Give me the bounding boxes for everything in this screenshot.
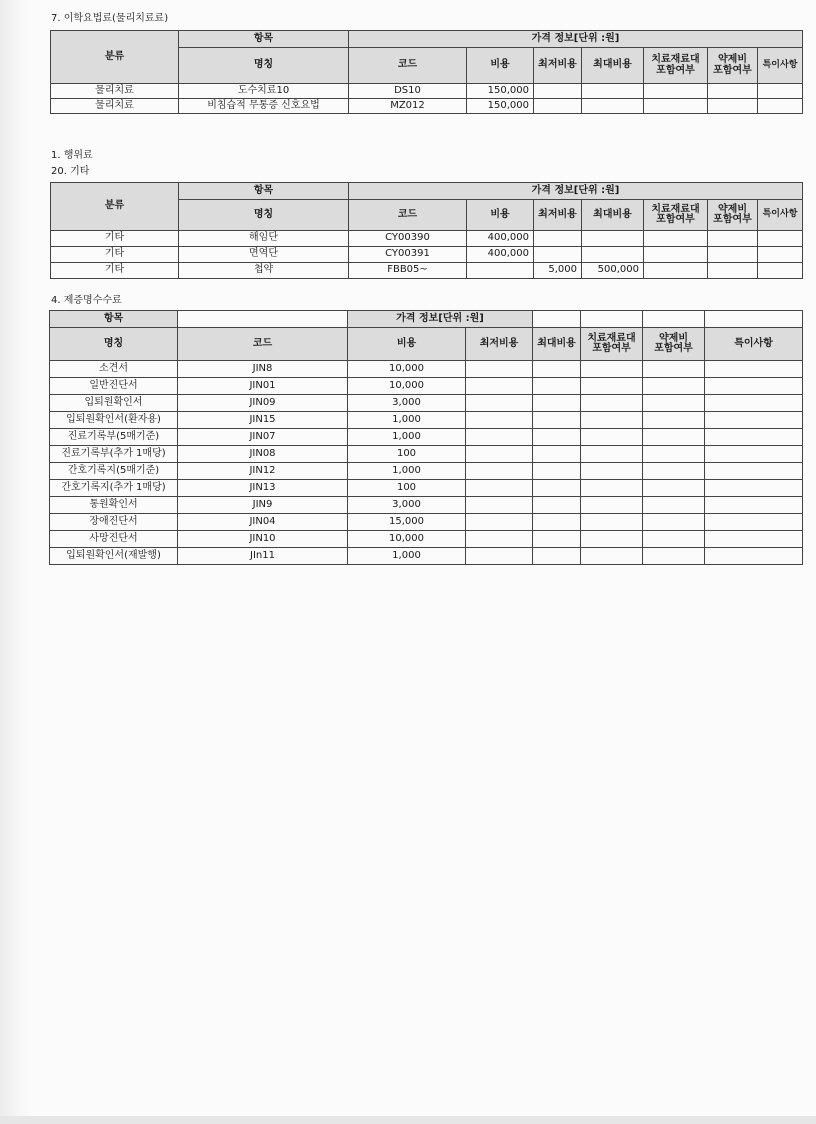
cell-max: [533, 480, 581, 497]
cell-code: CY00391: [349, 247, 467, 263]
cell-max: [533, 497, 581, 514]
cell-material: [581, 514, 643, 531]
header-notes: 특이사항: [705, 328, 803, 361]
header-min-cost: 최저비용: [534, 48, 582, 84]
header-material-l1: 치료재료대: [651, 203, 700, 215]
cell-drug: [643, 361, 705, 378]
header-code: 코드: [349, 200, 467, 231]
header-spacer: [533, 311, 581, 328]
header-name: 명칭: [50, 328, 178, 361]
table-row: [50, 514, 803, 531]
cell-drug: [643, 429, 705, 446]
table-row: [50, 480, 803, 497]
header-item: 항목: [179, 31, 349, 48]
cell-code: JIN12: [178, 463, 348, 480]
cell-material: [581, 548, 643, 565]
table-row: [51, 247, 803, 263]
cell-cost: 150,000: [467, 84, 534, 99]
header-cost: 비용: [348, 328, 466, 361]
cell-min: [466, 514, 533, 531]
header-max-cost: 최대비용: [533, 328, 581, 361]
cell-max: [533, 531, 581, 548]
table-row: [50, 463, 803, 480]
table-row: [50, 548, 803, 565]
cell-code: JIN15: [178, 412, 348, 429]
cell-min: [466, 361, 533, 378]
cell-drug: [708, 84, 758, 99]
header-code: 코드: [178, 328, 348, 361]
cell-code: CY00390: [349, 231, 467, 247]
cell-drug: [643, 497, 705, 514]
cell-material: [581, 429, 643, 446]
cell-cost: 1,000: [348, 412, 466, 429]
cell-category: 물리치료: [51, 84, 179, 99]
header-drug-l2: 포함여부: [654, 343, 693, 354]
cell-code: MZ012: [349, 99, 467, 114]
header-drug-l2: 포함여부: [713, 64, 752, 76]
cell-drug: [643, 548, 705, 565]
cell-code: JIn11: [178, 548, 348, 565]
cell-cost: 1,000: [348, 463, 466, 480]
cell-material: [581, 446, 643, 463]
header-price-info: 가격 정보[단위 :원]: [348, 311, 533, 328]
header-drug-l1: 약제비: [718, 54, 747, 65]
cell-material: [644, 263, 708, 279]
header-category: 분류: [51, 31, 179, 84]
cell-cost: 10,000: [348, 531, 466, 548]
cell-name: 면역단: [179, 247, 349, 263]
header-material-l1: 치료재료대: [651, 54, 700, 65]
table-row: [50, 412, 803, 429]
cell-code: JIN9: [178, 497, 348, 514]
section1-title: 7. 이학요법료(물리치료료): [51, 13, 169, 24]
cell-name: 간호기록지(추가 1매당): [50, 480, 178, 497]
table-row: [50, 497, 803, 514]
cell-cost: 3,000: [348, 497, 466, 514]
cell-code: JIN07: [178, 429, 348, 446]
cell-name: 진료기록부(추가 1매당): [50, 446, 178, 463]
cell-notes: [758, 231, 803, 247]
cell-notes: [705, 395, 803, 412]
header-item: 항목: [179, 183, 349, 200]
cell-name: 비침습적 무통증 신호요법: [179, 99, 349, 114]
cell-notes: [705, 429, 803, 446]
cell-notes: [705, 497, 803, 514]
cell-max: [582, 99, 644, 114]
cell-material: [581, 480, 643, 497]
cell-notes: [758, 247, 803, 263]
header-drug-included: [708, 200, 758, 231]
section2-title-2: 20. 기타: [51, 166, 90, 177]
cell-code: JIN08: [178, 446, 348, 463]
cell-material: [581, 531, 643, 548]
cell-name: 도수치료10: [179, 84, 349, 99]
header-name: 명칭: [179, 200, 349, 231]
cell-name: 입퇴원확인서(환자용): [50, 412, 178, 429]
header-min-cost: 최저비용: [466, 328, 533, 361]
cell-drug: [643, 446, 705, 463]
cell-cost: 15,000: [348, 514, 466, 531]
cell-min: [466, 531, 533, 548]
cell-material: [644, 99, 708, 114]
header-min-cost: 최저비용: [534, 200, 582, 231]
header-material-included: [581, 328, 643, 361]
cell-name: 사망진단서: [50, 531, 178, 548]
cell-drug: [643, 378, 705, 395]
cell-max: [582, 231, 644, 247]
table-row: [51, 84, 803, 99]
header-drug-l1: 약제비: [659, 332, 688, 344]
cell-cost: 1,000: [348, 548, 466, 565]
header-cost: 비용: [467, 200, 534, 231]
cell-max: [533, 463, 581, 480]
cell-category: 기타: [51, 247, 179, 263]
cell-cost: 1,000: [348, 429, 466, 446]
cell-cost: 400,000: [467, 247, 534, 263]
header-price-info: 가격 정보[단위 :원]: [349, 183, 803, 200]
cell-max: [533, 395, 581, 412]
cell-cost: 100: [348, 480, 466, 497]
cell-material: [581, 412, 643, 429]
cell-code: JIN09: [178, 395, 348, 412]
header-material-included: [644, 200, 708, 231]
section3-title: 4. 제증명수수료: [51, 295, 122, 306]
cell-cost: 3,000: [348, 395, 466, 412]
cell-min: [466, 480, 533, 497]
table-row: [51, 263, 803, 279]
cell-material: [581, 497, 643, 514]
cell-min: [466, 497, 533, 514]
other-fees-table: [50, 182, 803, 279]
table-row: [50, 429, 803, 446]
table-row: [51, 231, 803, 247]
cell-name: 진료기록부(5매기준): [50, 429, 178, 446]
cell-max: [533, 514, 581, 531]
cell-material: [581, 361, 643, 378]
header-notes: 특이사항: [758, 200, 803, 231]
header-spacer: [643, 311, 705, 328]
header-drug-l2: 포함여부: [713, 214, 752, 225]
cell-drug: [643, 463, 705, 480]
cell-name: 해임단: [179, 231, 349, 247]
cell-notes: [705, 548, 803, 565]
cell-drug: [708, 263, 758, 279]
cell-min: [466, 446, 533, 463]
scan-bottom-edge: [0, 1116, 816, 1124]
table-row: [50, 531, 803, 548]
cell-cost: 150,000: [467, 99, 534, 114]
cell-notes: [705, 514, 803, 531]
cell-min: [466, 412, 533, 429]
cell-name: 통원확인서: [50, 497, 178, 514]
physical-therapy-table: [50, 30, 803, 114]
cell-material: [581, 395, 643, 412]
cell-material: [644, 231, 708, 247]
cell-min: [534, 99, 582, 114]
cell-notes: [705, 531, 803, 548]
cell-drug: [708, 231, 758, 247]
cell-min: [466, 429, 533, 446]
cell-drug: [708, 99, 758, 114]
cell-cost: 100: [348, 446, 466, 463]
cell-drug: [643, 412, 705, 429]
cell-max: [533, 446, 581, 463]
cell-name: 소견서: [50, 361, 178, 378]
cell-min: [466, 395, 533, 412]
cell-min: [466, 548, 533, 565]
cell-min: [534, 247, 582, 263]
header-drug-included: [708, 48, 758, 84]
cell-drug: [643, 395, 705, 412]
cell-max: [582, 247, 644, 263]
header-price-info: 가격 정보[단위 :원]: [349, 31, 803, 48]
header-spacer: [705, 311, 803, 328]
cell-min: [466, 378, 533, 395]
cell-max: [533, 412, 581, 429]
cell-cost: [467, 263, 534, 279]
cell-code: JIN8: [178, 361, 348, 378]
header-cost: 비용: [467, 48, 534, 84]
cell-drug: [643, 480, 705, 497]
cell-drug: [643, 514, 705, 531]
cell-code: JIN10: [178, 531, 348, 548]
section2-title-1: 1. 행위료: [51, 150, 93, 161]
cell-drug: [643, 531, 705, 548]
cell-max: [533, 548, 581, 565]
cell-name: 장애진단서: [50, 514, 178, 531]
header-drug-included: [643, 328, 705, 361]
cell-name: 입퇴원확인서(재발행): [50, 548, 178, 565]
header-code: 코드: [349, 48, 467, 84]
cell-category: 기타: [51, 263, 179, 279]
cell-code: JIN04: [178, 514, 348, 531]
header-drug-l1: 약제비: [718, 203, 747, 215]
cell-max: [533, 361, 581, 378]
certificate-fees-table: [49, 310, 803, 565]
cell-notes: [705, 378, 803, 395]
cell-category: 기타: [51, 231, 179, 247]
cell-material: [581, 463, 643, 480]
cell-max: [533, 429, 581, 446]
header-material-l2: 포함여부: [656, 64, 695, 76]
cell-notes: [758, 263, 803, 279]
cell-drug: [708, 247, 758, 263]
cell-notes: [705, 446, 803, 463]
header-max-cost: 최대비용: [582, 48, 644, 84]
cell-material: [644, 84, 708, 99]
cell-notes: [705, 412, 803, 429]
table-row: [50, 446, 803, 463]
header-item: 항목: [50, 311, 178, 328]
header-material-l2: 포함여부: [592, 343, 631, 354]
table-row: [51, 99, 803, 114]
cell-code: FBB05~: [349, 263, 467, 279]
cell-max: [533, 378, 581, 395]
header-notes: 특이사항: [758, 48, 803, 84]
cell-min: [466, 463, 533, 480]
header-category: 분류: [51, 183, 179, 231]
header-spacer: [178, 311, 348, 328]
cell-category: 물리치료: [51, 99, 179, 114]
table-row: [50, 361, 803, 378]
header-material-l2: 포함여부: [656, 214, 695, 225]
cell-cost: 10,000: [348, 361, 466, 378]
header-material-l1: 치료재료대: [587, 332, 636, 344]
header-spacer: [581, 311, 643, 328]
cell-name: 일반진단서: [50, 378, 178, 395]
cell-material: [644, 247, 708, 263]
scan-left-edge: [0, 0, 30, 1124]
cell-max: 500,000: [582, 263, 644, 279]
cell-max: [582, 84, 644, 99]
cell-min: [534, 84, 582, 99]
header-max-cost: 최대비용: [582, 200, 644, 231]
cell-code: JIN01: [178, 378, 348, 395]
cell-cost: 10,000: [348, 378, 466, 395]
cell-notes: [705, 480, 803, 497]
cell-name: 첩약: [179, 263, 349, 279]
table-row: [50, 395, 803, 412]
header-name: 명칭: [179, 48, 349, 84]
cell-name: 간호기록지(5매기준): [50, 463, 178, 480]
cell-cost: 400,000: [467, 231, 534, 247]
cell-name: 입퇴원확인서: [50, 395, 178, 412]
cell-notes: [705, 463, 803, 480]
header-material-included: [644, 48, 708, 84]
cell-min: 5,000: [534, 263, 582, 279]
cell-notes: [705, 361, 803, 378]
cell-material: [581, 378, 643, 395]
cell-code: DS10: [349, 84, 467, 99]
cell-notes: [758, 84, 803, 99]
cell-notes: [758, 99, 803, 114]
table-row: [50, 378, 803, 395]
cell-min: [534, 231, 582, 247]
cell-code: JIN13: [178, 480, 348, 497]
